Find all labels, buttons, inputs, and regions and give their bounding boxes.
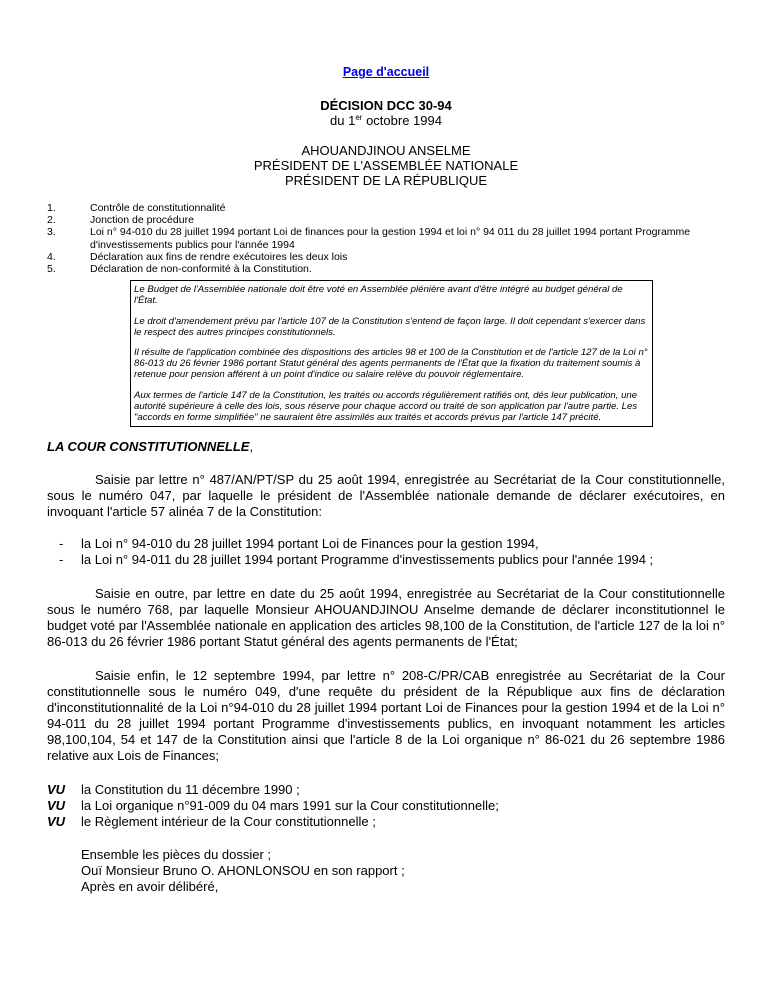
vu-text: la Constitution du 11 décembre 1990 ; [81,782,300,798]
vu-label: VU [47,798,66,814]
vu-block [47,782,725,830]
home-link-wrap [47,63,725,81]
list-number: 3. [47,226,56,239]
closing-line: Ouï Monsieur Bruno O. AHONLONSOU en son rapport ; [81,863,405,879]
party-title-assembly: PRÉSIDENT DE L'ASSEMBLÉE NATIONALE [253,158,519,173]
list-text: Déclaration de non-conformité à la Constitution. [90,263,312,276]
party-name: AHOUANDJINOU ANSELME [301,143,471,158]
list-item [47,214,725,226]
list-item [47,263,725,275]
list-number: 5. [47,263,56,276]
summary-paragraph: Il résulte de l'application combinée des dispositions des articles 98 et 100 de la Constitution et de l'article 127 de la Loi n° 86-013 du 26 février 1986 portant Statut général des agents permanents de l'État que la fixation du traitement soumis à retenue pour pension afférent à un point d'indice ou salaire relève du pouvoir réglementaire. [134,347,648,381]
summary-paragraph: Le droit d'amendement prévu par l'article 107 de la Constitution s'entend de façon large. Il doit cependant s'exercer dans le respect des autres principes constitutionnels. [134,315,646,338]
list-text: Jonction de procédure [90,214,194,227]
list-dash: - [59,552,64,568]
date-superscript: er [355,113,363,122]
vu-row [47,798,725,814]
list-number: 1. [47,202,56,214]
vu-text: le Règlement intérieur de la Cour constitutionnelle ; [81,814,376,830]
list-item [47,552,725,568]
date-prefix: du 1 [330,113,356,128]
list-item [47,202,725,214]
decision-date [47,113,725,128]
vu-row [47,814,725,830]
list-text: la Loi n° 94-010 du 28 juillet 1994 portant Loi de Finances pour la gestion 1994, [81,536,539,552]
decision-title: DÉCISION DCC 30-94 [320,98,452,113]
closing-block [81,847,725,895]
party-title-republic: PRÉSIDENT DE LA RÉPUBLIQUE [284,173,488,188]
closing-line: Ensemble les pièces du dossier ; [81,847,272,863]
list-number: 2. [47,214,56,227]
vu-text: la Loi organique n°91-009 du 04 mars 1991 sur la Cour constitutionnelle; [81,798,499,814]
list-item [47,226,725,250]
vu-label: VU [47,782,66,798]
document-page [47,0,725,895]
paragraph-referral-3: Saisie enfin, le 12 septembre 1994, par lettre n° 208-C/PR/CAB enregistrée au Secrétariat de la Cour constitutionnelle sous le numéro 049, d'une requête du président de la République aux fins de déclaration d'inconstitutionnalité de la Loi n°94-010 du 28 juillet 1994 portant Loi de Finances pour la gestion 1994 et de la Loi n° 94-011 du 28 juillet 1994 portant Programme d'investissements publics, en invoquant notamment les articles 98,100,104, 54 et 147 de la Constitution ainsi que l'article 8 de la Loi organique n° 86-021 du 26 septembre 1986 relative aux Lois de Finances; [47,668,725,764]
vu-label: VU [47,814,66,830]
list-number: 4. [47,250,56,263]
topics-list [47,202,725,275]
court-heading-comma: , [249,439,254,455]
summary-paragraph: Aux termes de l'article 147 de la Constitution, les traités ou accords régulièrement ratifiés ont, dés leur publication, une autorité supérieure à celle des lois, sous réserve pour chaque accord ou traité de son application par l'autre partie. Les "accords en forme simplifiée" ne sauraient être assimilés aux traités et accords prévus par l'article 147 précité. [134,389,638,424]
summary-paragraph: Le Budget de l'Assemblée nationale doit être voté en Assemblée plénière avant d'être intégré au budget général de l'État. [134,284,623,307]
list-text: la Loi n° 94-011 du 28 juillet 1994 portant Programme d'investissements publics pour l'année 1994 ; [81,552,654,568]
closing-line: Après en avoir délibéré, [81,879,219,895]
list-text: Déclaration aux fins de rendre exécutoires les deux lois [90,250,348,263]
parties-block [47,143,725,188]
list-item [47,251,725,263]
list-text: Loi n° 94-010 du 28 juillet 1994 portant Loi de finances pour la gestion 1994 et loi n° 94 011 du 28 juillet 1994 portant Programme d'investissements publics pour l'année 1994 [90,226,691,251]
paragraph-referral-2: Saisie en outre, par lettre en date du 25 août 1994, enregistrée au Secrétariat de la Cour constitutionnelle sous le numéro 768, par laquelle Monsieur AHOUANDJINOU Anselme demande de déclarer inconstitutionnel le budget voté par l'Assemblée nationale en application des articles 98,100 de la Constitution, de l'article 127 de la loi n° 86-013 du 26 février 1986 portant Statut général des agents permanents de l'État; [47,586,725,650]
list-dash: - [59,536,64,552]
court-heading-text: LA COUR CONSTITUTIONNELLE [47,439,250,455]
summary-box [130,280,653,427]
paragraph-referral-1: Saisie par lettre n° 487/AN/PT/SP du 25 août 1994, enregistrée au Secrétariat de la Cour constitutionnelle, sous le numéro 047, par laquelle le président de l'Assemblée nationale demande de déclarer exécutoires, en invoquant l'article 57 alinéa 7 de la Constitution: [47,472,725,520]
laws-list [47,536,725,568]
list-text: Contrôle de constitutionnalité [90,202,226,214]
vu-row [47,782,725,798]
court-heading [47,439,725,454]
list-item [47,536,725,552]
home-link[interactable]: Page d'accueil [342,65,430,79]
date-suffix: octobre 1994 [362,113,442,128]
